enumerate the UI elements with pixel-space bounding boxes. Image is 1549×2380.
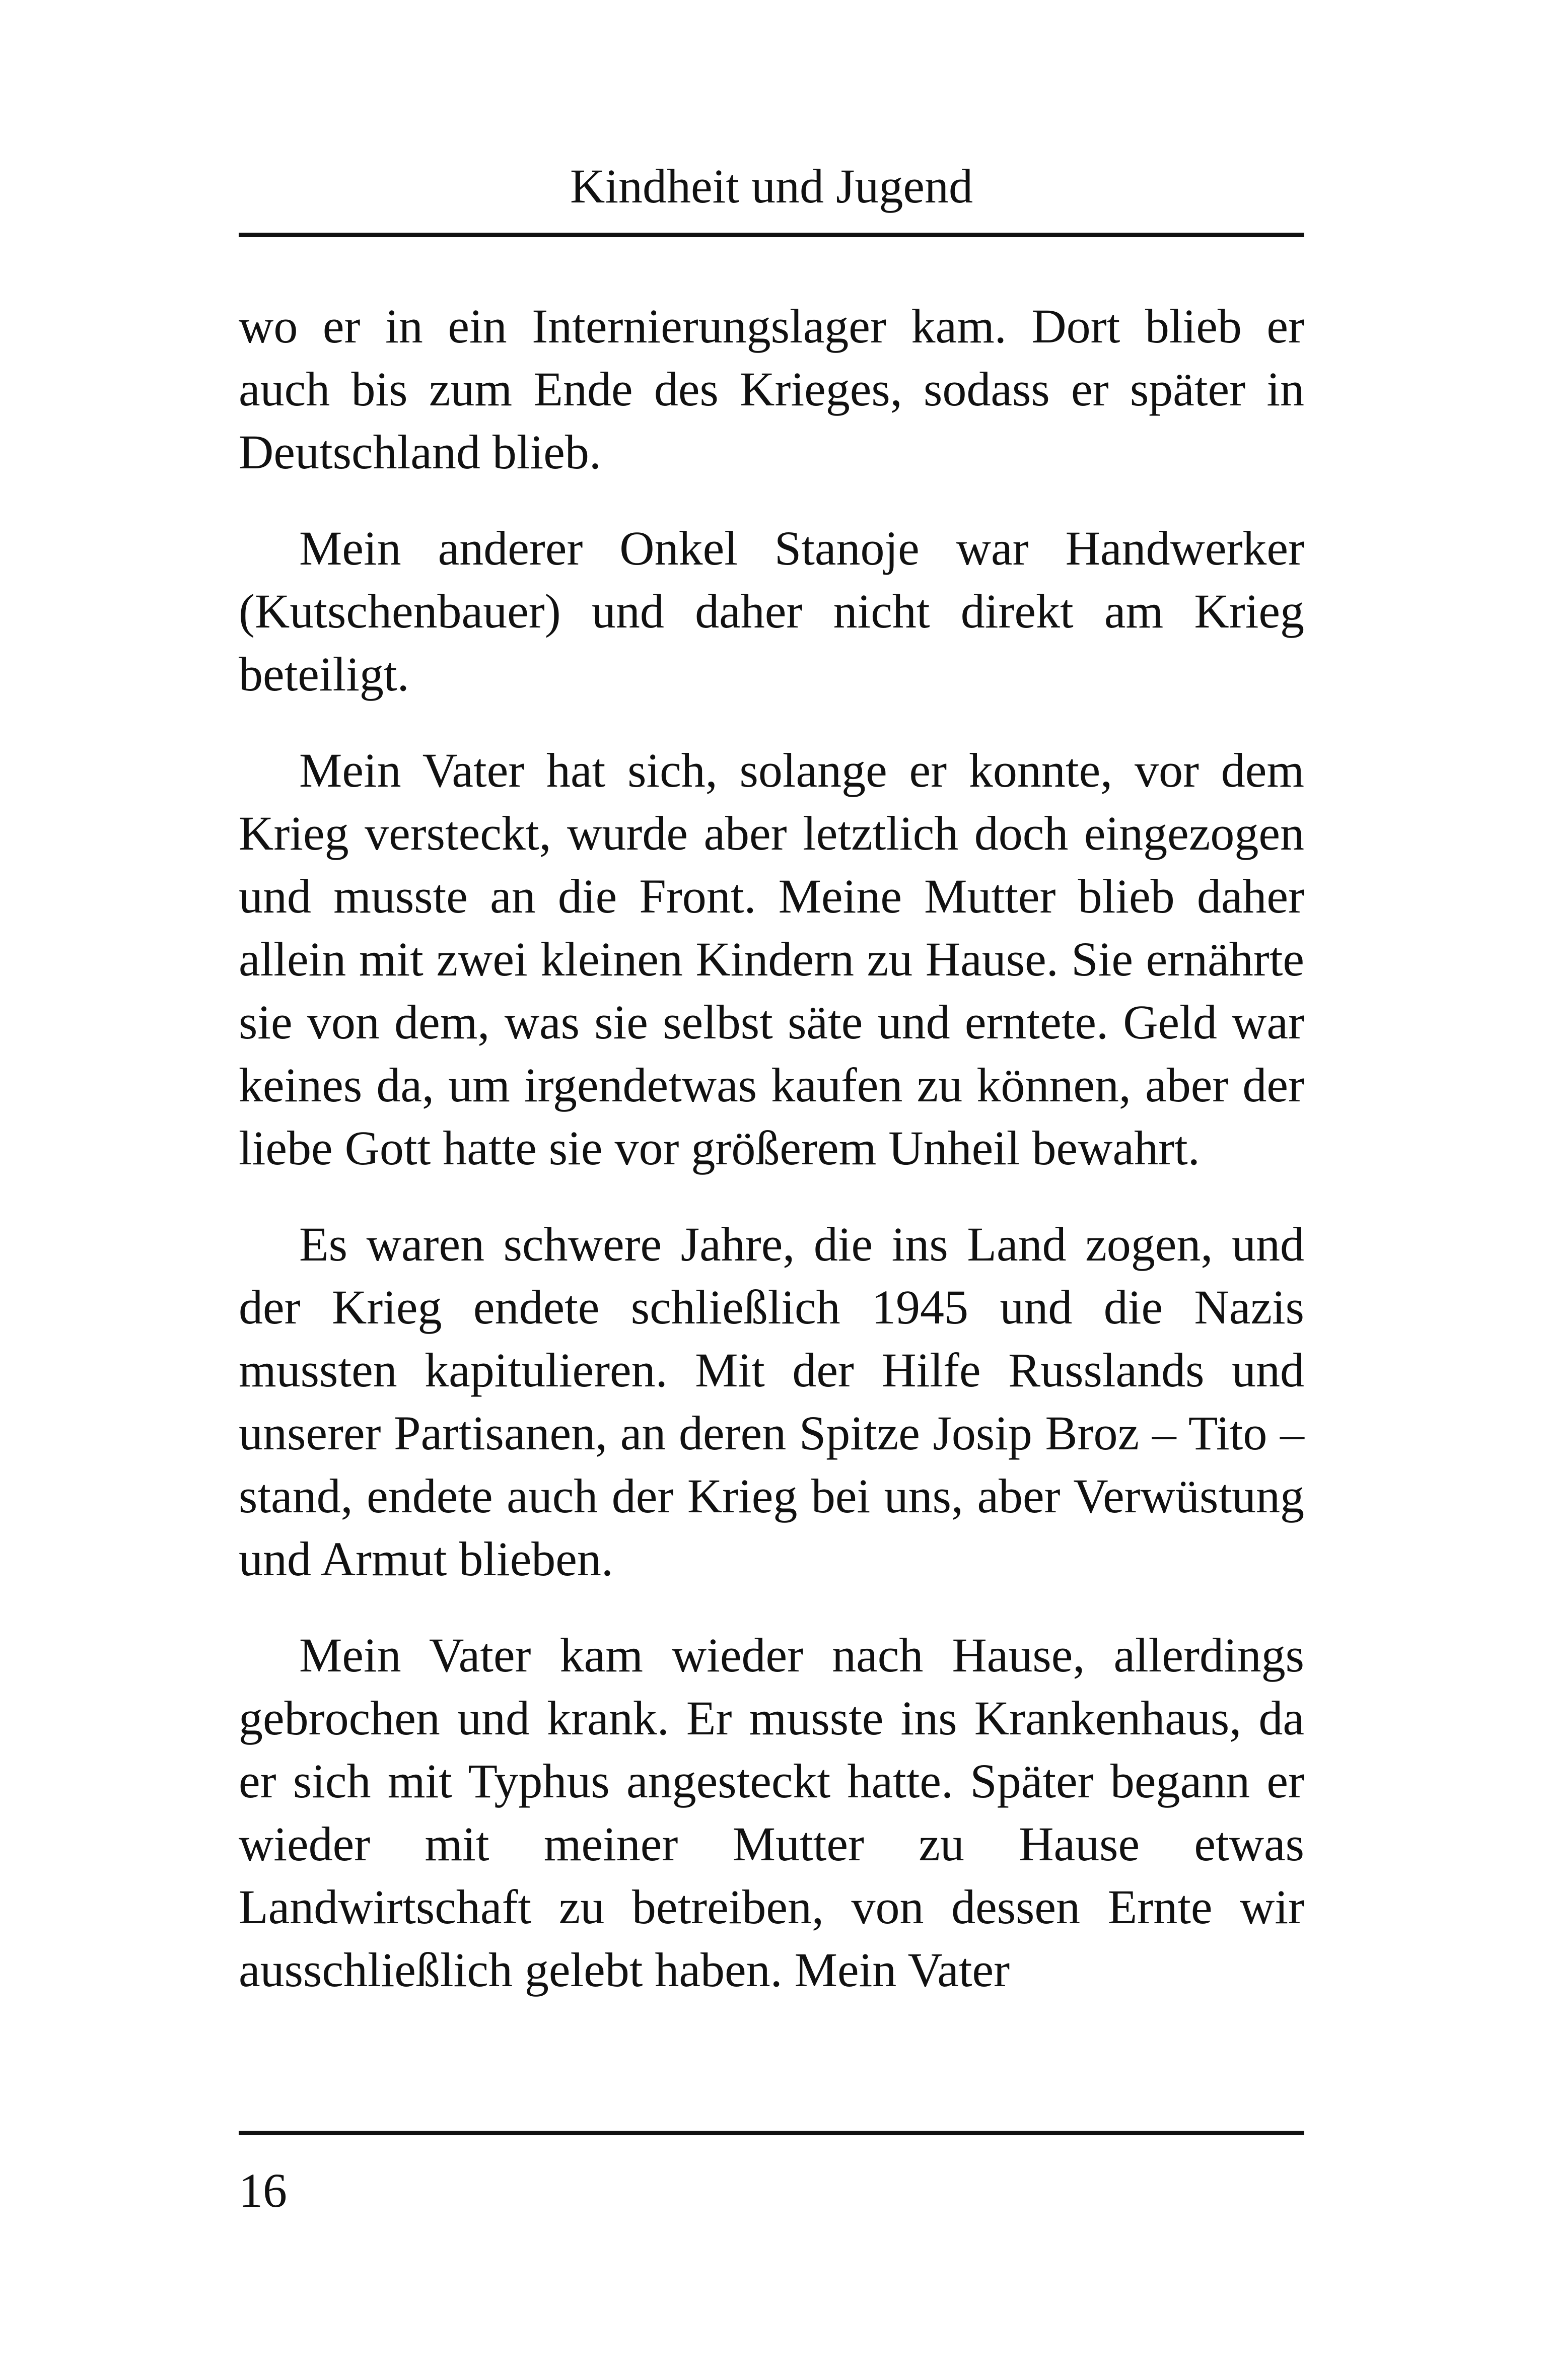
paragraph-vater-rueckkehr: Mein Vater kam wieder nach Hause, allerdings gebrochen und krank. Er musste ins Krankenhaus, da er sich mit Typhus angesteckt hatte. Später begann er wieder mit meiner Mutter zu Hause etwas Landwirtschaft zu betreiben, von dessen Ernte wir ausschließlich gelebt haben. Mein Vater (239, 1628, 1304, 1997)
paragraph-vater-krieg: Mein Vater hat sich, solange er konnte, vor dem Krieg versteckt, wurde aber letztlich doch eingezogen und musste an die Front. Meine Mutter blieb daher allein mit zwei kleinen Kindern zu Hause. Sie ernährte sie von dem, was sie selbst säte und erntete. Geld war keines da, um irgendetwas kaufen zu können, aber der liebe Gott hatte sie vor größerem Unheil bewahrt. (239, 743, 1304, 1175)
paragraph-onkel-stanoje: Mein anderer Onkel Stanoje war Handwerker (Kutschenbauer) und daher nicht direkt am Krieg beteiligt. (239, 521, 1304, 701)
page-number: 16 (239, 2163, 287, 2217)
header-rule (239, 233, 1304, 237)
paragraph-kriegsende: Es waren schwere Jahre, die ins Land zogen, und der Krieg endete schließlich 1945 und die Nazis mussten kapitulieren. Mit der Hilfe Russlands und unserer Partisanen, an deren Spitze Josip Broz – Tito – stand, endete auch der Krieg bei uns, aber Verwüstung und Armut blieben. (239, 1217, 1304, 1586)
paragraph-continued: wo er in ein Internierungslager kam. Dort blieb er auch bis zum Ende des Krieges, sodass er später in Deutschland blieb. (239, 299, 1304, 479)
running-header: Kindheit und Jugend (570, 159, 973, 213)
body-text (239, 295, 1304, 2035)
footer-rule (239, 2131, 1304, 2135)
